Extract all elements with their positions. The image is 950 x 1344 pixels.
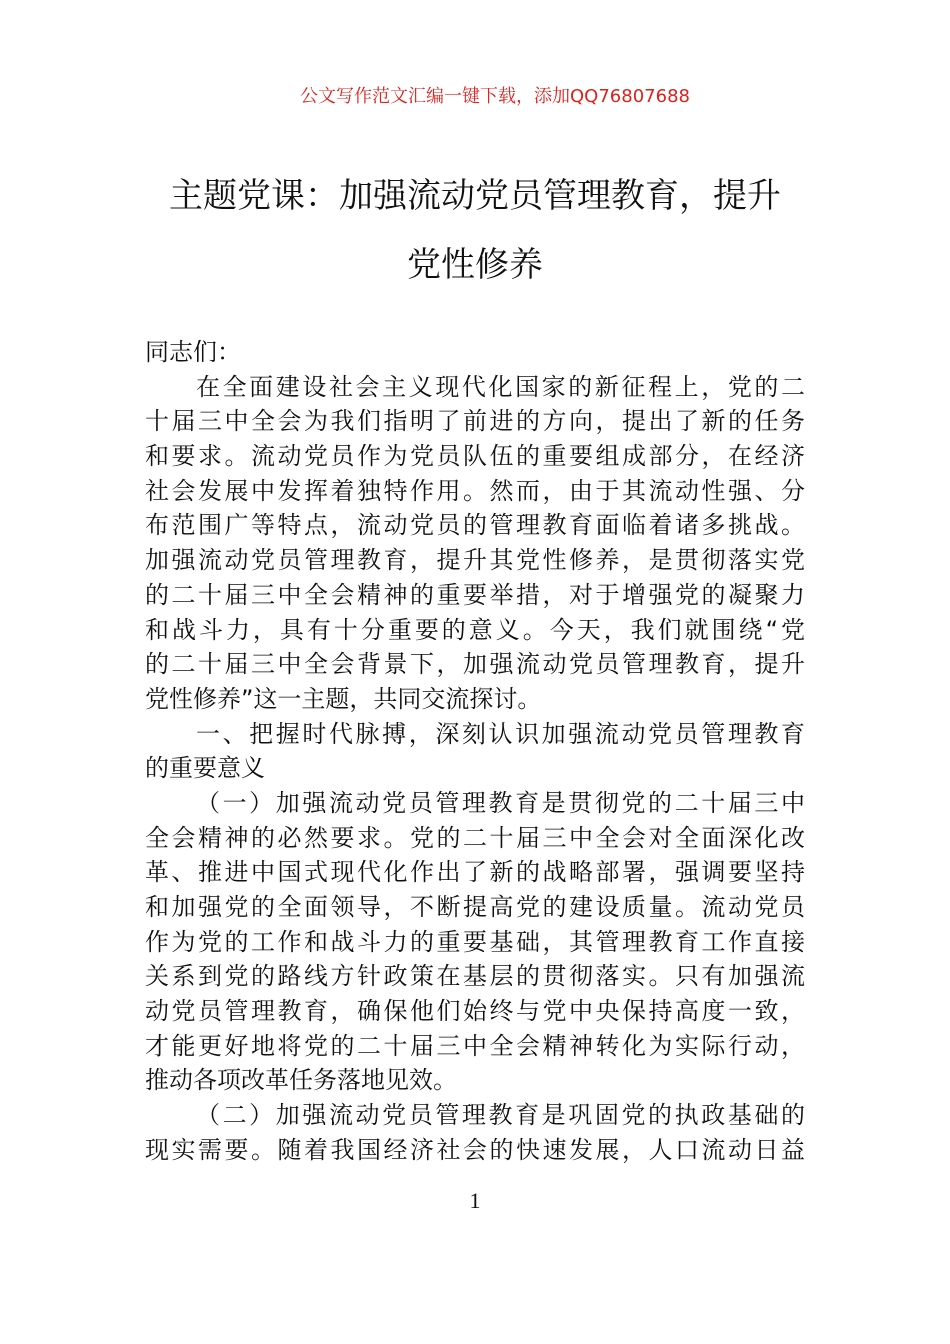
text-line: 关系到党的路线方针政策在基层的贯彻落实。只有加强流 — [145, 962, 805, 991]
text-line: 社会发展中发挥着独特作用。然而，由于其流动性强、分 — [145, 476, 805, 505]
header-download-note: 公文写作范文汇编一键下载，添加QQ76807688 — [300, 86, 690, 107]
text-line: 加强流动党员管理教育，提升其党性修养，是贯彻落实党 — [145, 546, 805, 575]
text-line: 和要求。流动党员作为党员队伍的重要组成部分，在经济 — [145, 442, 805, 471]
document-title-line-2: 党性修养 — [407, 245, 543, 285]
text-line: 的二十届三中全会精神的重要举措，对于增强党的凝聚力 — [145, 580, 805, 609]
text-line: 党性修养”这一主题，共同交流探讨。 — [145, 684, 542, 713]
text-line: 在全面建设社会主义现代化国家的新征程上，党的二 — [196, 372, 805, 401]
text-line: 和战斗力，具有十分重要的意义。今天，我们就围绕“党 — [145, 615, 805, 644]
paragraph — [145, 786, 805, 1098]
text-line: 推动各项改革任务落地见效。 — [145, 1066, 457, 1095]
paragraph — [145, 1098, 805, 1167]
text-line: 作为党的工作和战斗力的重要基础，其管理教育工作直接 — [145, 927, 805, 956]
text-line: 和加强党的全面领导，不断提高党的建设质量。流动党员 — [145, 893, 805, 921]
text-line: 现实需要。随着我国经济社会的快速发展，人口流动日益 — [145, 1135, 805, 1164]
text-line: （二）加强流动党员管理教育是巩固党的执政基础的 — [196, 1101, 805, 1130]
text-line: 十届三中全会为我们指明了前进的方向，提出了新的任务 — [145, 407, 805, 436]
text-line: 同志们： — [145, 338, 241, 366]
text-line: 动党员管理教育，确保他们始终与党中央保持高度一致， — [145, 997, 805, 1026]
text-line: 布范围广等特点，流动党员的管理教育面临着诸多挑战。 — [145, 511, 805, 540]
text-line: 革、推进中国式现代化作出了新的战略部署，强调要坚持 — [145, 858, 805, 887]
text-line: 的二十届三中全会背景下，加强流动党员管理教育，提升 — [145, 650, 805, 679]
paragraph — [145, 717, 805, 786]
text-line: 全会精神的必然要求。党的二十届三中全会对全面深化改 — [145, 823, 805, 852]
text-line: 一、把握时代脉搏，深刻认识加强流动党员管理教育 — [196, 719, 805, 748]
document-title-line-1: 主题党课：加强流动党员管理教育，提升 — [169, 176, 781, 216]
text-line: 的重要意义 — [145, 754, 265, 783]
text-line: 才能更好地将党的二十届三中全会精神转化为实际行动， — [145, 1031, 805, 1060]
paragraph — [145, 370, 805, 717]
page-number: 1 — [469, 1188, 481, 1213]
text-line: （一）加强流动党员管理教育是贯彻党的二十届三中 — [196, 788, 805, 817]
document-body — [145, 335, 805, 1168]
paragraph — [145, 335, 805, 370]
